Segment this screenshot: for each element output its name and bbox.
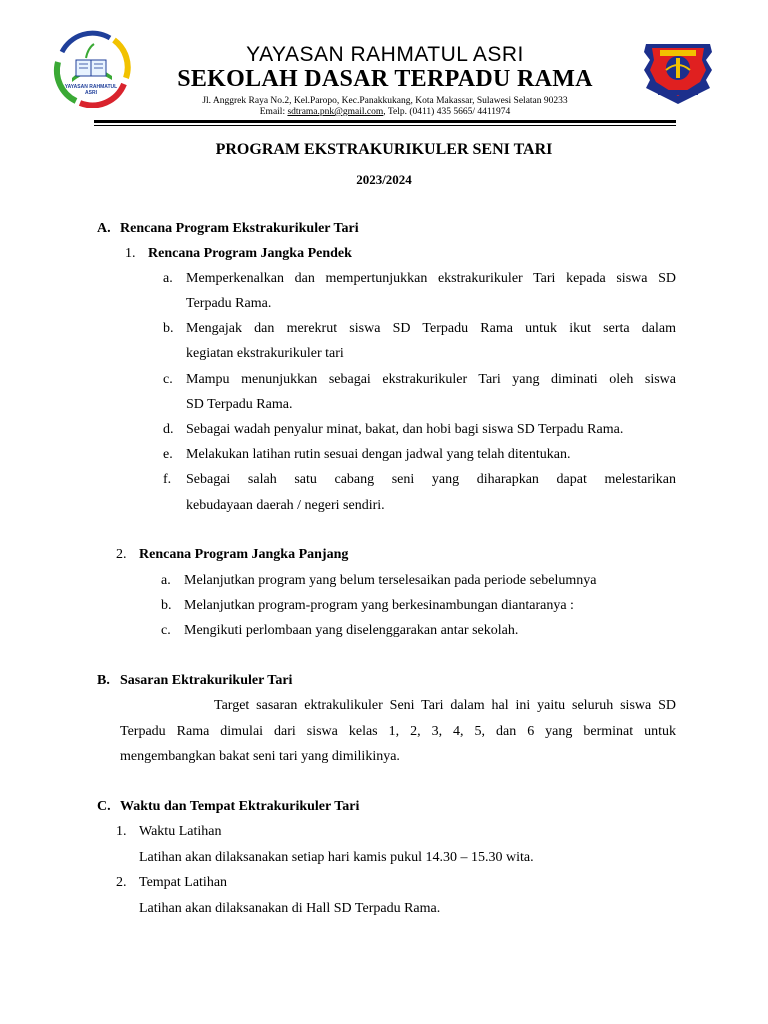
list-item-marker: a. — [163, 271, 173, 286]
foundation-logo-text-line2: ASRI — [85, 90, 97, 96]
list-item-text-continued: SD Terpadu Rama. — [186, 397, 293, 412]
school-crest-logo — [636, 30, 720, 108]
list-item-text-continued: kebudayaan daerah / negeri sendiri. — [186, 498, 385, 513]
list-item-label: Tempat Latihan — [139, 875, 228, 890]
list-item-marker: c. — [161, 623, 171, 638]
subsection-1-heading: Rencana Program Jangka Pendek — [148, 246, 352, 261]
list-item-text: Sebagai salah satu cabang seni yang diharapkan dapat melestarikan — [186, 472, 676, 487]
section-c-marker: C. — [97, 799, 111, 814]
letterhead-divider-thin — [94, 125, 676, 126]
list-item-marker: e. — [163, 447, 173, 462]
section-b-paragraph-line: mengembangkan bakat seni tari yang dimilikinya. — [120, 749, 400, 764]
list-item-text-continued: Terpadu Rama. — [186, 296, 272, 311]
list-item-text-continued: kegiatan ekstrakurikuler tari — [186, 346, 344, 361]
list-item-marker: 2. — [116, 875, 127, 890]
foundation-logo — [50, 30, 132, 108]
letterhead-school-name: SEKOLAH DASAR TERPADU RAMA — [177, 66, 593, 92]
section-c-heading: Waktu dan Tempat Ektrakurikuler Tari — [120, 799, 360, 814]
subsection-1-marker: 1. — [125, 246, 136, 261]
list-item-text: Sebagai wadah penyalur minat, bakat, dan hobi bagi siswa SD Terpadu Rama. — [186, 422, 624, 437]
list-item-marker: 1. — [116, 824, 127, 839]
list-item-text: Mampu menunjukkan sebagai ekstrakurikuler Tari yang diminati oleh siswa — [186, 372, 676, 387]
list-item-label: Waktu Latihan — [139, 824, 222, 839]
list-item-detail: Latihan akan dilaksanakan di Hall SD Terpadu Rama. — [139, 901, 441, 916]
section-a-marker: A. — [97, 221, 111, 236]
document-title: PROGRAM EKSTRAKURIKULER SENI TARI — [215, 141, 553, 158]
section-b-paragraph-line: Terpadu Rama dimulai dari siswa kelas 1, 2, 3, 4, 5, dan 6 yang berminat untuk — [120, 724, 676, 739]
list-item-marker: d. — [163, 422, 174, 437]
list-item-text: Mengajak dan merekrut siswa SD Terpadu Rama untuk ikut serta dalam — [186, 321, 676, 336]
list-item-marker: c. — [163, 372, 173, 387]
list-item-text: Melanjutkan program yang belum terselesaikan pada periode sebelumnya — [184, 573, 597, 588]
subsection-2-marker: 2. — [116, 547, 127, 562]
list-item-marker: a. — [161, 573, 171, 588]
letterhead-foundation-name: YAYASAN RAHMATUL ASRI — [246, 43, 524, 66]
list-item-text: Mengikuti perlombaan yang diselenggarakan antar sekolah. — [184, 623, 519, 638]
list-item-marker: b. — [163, 321, 174, 336]
foundation-logo-text-line1: YAYASAN RAHMATUL — [64, 84, 118, 90]
list-item-marker: b. — [161, 598, 172, 613]
letterhead-divider-thick — [94, 120, 676, 123]
email-link[interactable]: sdtrama.pnk@gmail.com — [287, 107, 384, 117]
list-item-text: Memperkenalkan dan mempertunjukkan ekstrakurikuler Tari kepada siswa SD — [186, 271, 676, 286]
list-item-text: Melanjutkan program-program yang berkesinambungan diantaranya : — [184, 598, 574, 613]
list-item-detail: Latihan akan dilaksanakan setiap hari kamis pukul 14.30 – 15.30 wita. — [139, 850, 534, 865]
section-b-marker: B. — [97, 673, 110, 688]
document-year: 2023/2024 — [356, 172, 412, 187]
phone-number: , Telp. (0411) 435 5665/ 4411974 — [383, 107, 511, 117]
email-label: Email: — [259, 107, 288, 117]
section-b-paragraph-line: Target sasaran ektrakulikuler Seni Tari dalam hal ini yaitu seluruh siswa SD — [214, 698, 676, 713]
list-item-marker: f. — [163, 472, 172, 487]
subsection-2-heading: Rencana Program Jangka Panjang — [139, 547, 349, 562]
letterhead-contact — [150, 107, 620, 118]
list-item-text: Melakukan latihan rutin sesuai dengan jadwal yang telah ditentukan. — [186, 447, 571, 462]
section-a-heading: Rencana Program Ekstrakurikuler Tari — [120, 221, 359, 236]
letterhead-address: Jl. Anggrek Raya No.2, Kel.Paropo, Kec.Panakkukang, Kota Makassar, Sulawesi Selatan 90233 — [202, 96, 568, 106]
section-b-heading: Sasaran Ektrakurikuler Tari — [120, 673, 293, 688]
